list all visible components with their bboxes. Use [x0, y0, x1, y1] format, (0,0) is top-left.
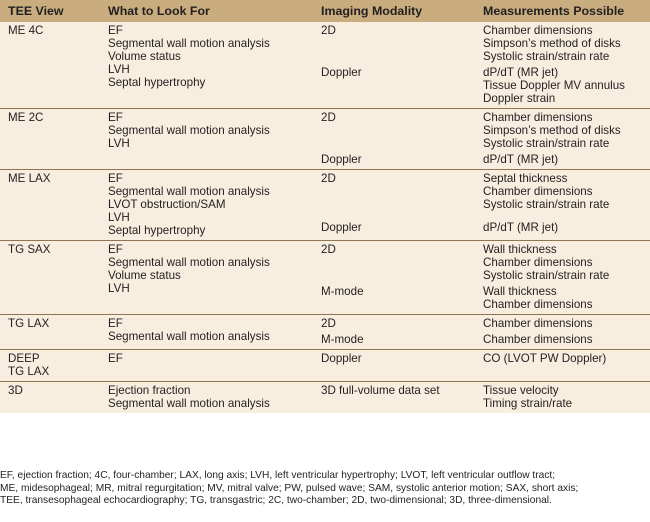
modality-label: 2D — [321, 111, 336, 124]
footnote-line: EF, ejection fraction; 4C, four-chamber; LAX, long axis; LVH, left ventricular hypertrophy; LVOT, left ventricular outflow tract; — [0, 470, 556, 481]
table-row — [0, 241, 650, 286]
look-for-item: Septal hypertrophy — [108, 224, 206, 237]
measurement-item: dP/dT (MR jet) — [483, 153, 559, 166]
modality-label: 2D — [321, 317, 336, 330]
measurement-item: Chamber dimensions — [483, 111, 593, 124]
measurements-cell — [475, 315, 650, 334]
modality-cell — [313, 221, 475, 240]
table-row — [0, 109, 650, 154]
measurements-cell — [475, 382, 650, 414]
tee-view-label: ME LAX — [8, 172, 51, 185]
measurement-item: Tissue velocity — [483, 384, 559, 397]
tee-view-label: TG LAX — [8, 317, 50, 330]
modality-label: Doppler — [321, 352, 362, 365]
header-what-to-look-for: What to Look For — [108, 3, 210, 18]
modality-cell — [313, 241, 475, 286]
modality-cell — [313, 285, 475, 315]
look-for-item: LVOT obstruction/SAM — [108, 198, 226, 211]
table-row — [0, 350, 650, 382]
look-for-item: Segmental wall motion analysis — [108, 37, 270, 50]
look-for-item: EF — [108, 24, 123, 37]
look-for-item: LVH — [108, 211, 130, 224]
modality-label: 3D full-volume data set — [321, 384, 440, 397]
measurement-item: dP/dT (MR jet) — [483, 221, 559, 235]
header-row — [0, 0, 650, 22]
modality-label: M-mode — [321, 333, 364, 346]
measurement-item: Chamber dimensions — [483, 185, 593, 198]
modality-cell — [313, 22, 475, 66]
look-for-item: LVH — [108, 282, 130, 295]
look-for-item: Septal hypertrophy — [108, 76, 206, 89]
measurements-cell — [475, 109, 650, 154]
look-for-cell — [100, 170, 313, 241]
measurement-item: Simpson’s method of disks — [483, 37, 621, 50]
modality-label: Doppler — [321, 221, 362, 235]
tee-view-cell — [0, 22, 100, 109]
footnote — [0, 470, 648, 508]
look-for-item: LVH — [108, 63, 130, 76]
look-for-cell — [100, 109, 313, 170]
measurement-item: CO (LVOT PW Doppler) — [483, 352, 607, 365]
tee-view-cell — [0, 241, 100, 315]
table-row — [0, 382, 650, 414]
tee-view-label: ME 2C — [8, 111, 44, 124]
measurements-cell — [475, 170, 650, 222]
modality-cell — [313, 333, 475, 350]
modality-label: 2D — [321, 243, 336, 256]
tee-view-label: ME 4C — [8, 24, 44, 37]
modality-cell — [313, 66, 475, 109]
look-for-cell — [100, 241, 313, 315]
look-for-item: EF — [108, 317, 123, 330]
tee-view-label: DEEP — [8, 352, 40, 365]
look-for-item: EF — [108, 111, 123, 124]
tee-view-cell — [0, 109, 100, 170]
measurement-item: Simpson’s method of disks — [483, 124, 621, 137]
measurement-item: dP/dT (MR jet) — [483, 66, 559, 79]
look-for-cell — [100, 350, 313, 382]
measurements-cell — [475, 221, 650, 240]
look-for-item: EF — [108, 352, 123, 365]
modality-label: 2D — [321, 172, 336, 185]
look-for-item: EF — [108, 172, 123, 185]
table-header — [0, 0, 650, 22]
look-for-item: LVH — [108, 137, 130, 150]
tee-view-cell — [0, 170, 100, 241]
look-for-item: EF — [108, 243, 123, 256]
modality-cell — [313, 170, 475, 222]
look-for-item: Segmental wall motion analysis — [108, 185, 270, 198]
measurement-item: Wall thickness — [483, 243, 557, 256]
modality-cell — [313, 315, 475, 334]
measurement-item: Chamber dimensions — [483, 333, 593, 346]
header-measurements-possible: Measurements Possible — [483, 3, 625, 18]
measurements-cell — [475, 333, 650, 350]
modality-label: M-mode — [321, 285, 364, 298]
footnote-line: ME, midesophageal; MR, mitral regurgitation; MV, mitral valve; PW, pulsed wave; SAM, systolic anterior motion; SAX, short axis; — [0, 482, 579, 494]
look-for-item: Segmental wall motion analysis — [108, 330, 270, 343]
look-for-item: Segmental wall motion analysis — [108, 124, 270, 137]
measurements-cell — [475, 153, 650, 170]
table-row — [0, 315, 650, 334]
modality-cell — [313, 382, 475, 414]
tee-view-cell — [0, 315, 100, 350]
look-for-item: Volume status — [108, 269, 181, 282]
tee-view-label: TG SAX — [8, 243, 51, 256]
measurement-item: Chamber dimensions — [483, 317, 593, 330]
look-for-item: Volume status — [108, 50, 181, 63]
measurement-item: Chamber dimensions — [483, 24, 593, 37]
tee-view-cell — [0, 350, 100, 382]
measurements-cell — [475, 22, 650, 66]
measurement-item: Systolic strain/strain rate — [483, 198, 610, 211]
tee-view-cell — [0, 382, 100, 414]
table-row — [0, 22, 650, 66]
measurements-cell — [475, 241, 650, 286]
tee-view-label: TG LAX — [8, 365, 50, 378]
modality-cell — [313, 109, 475, 154]
measurement-item: Wall thickness — [483, 285, 557, 298]
measurement-item: Tissue Doppler MV annulus — [483, 79, 625, 92]
header-imaging-modality: Imaging Modality — [321, 3, 423, 18]
look-for-item: Ejection fraction — [108, 384, 191, 397]
modality-label: Doppler — [321, 66, 362, 79]
modality-label: 2D — [321, 24, 336, 37]
measurement-item: Chamber dimensions — [483, 256, 593, 269]
measurement-item: Septal thickness — [483, 172, 568, 185]
modality-cell — [313, 153, 475, 170]
look-for-cell — [100, 22, 313, 109]
measurement-item: Doppler strain — [483, 92, 556, 105]
look-for-item: Segmental wall motion analysis — [108, 397, 270, 410]
measurements-cell — [475, 350, 650, 382]
measurements-cell — [475, 285, 650, 315]
look-for-cell — [100, 315, 313, 350]
measurement-item: Systolic strain/strain rate — [483, 137, 610, 150]
measurement-item: Chamber dimensions — [483, 298, 593, 311]
measurement-item: Systolic strain/strain rate — [483, 50, 610, 63]
measurement-item: Systolic strain/strain rate — [483, 269, 610, 282]
tee-view-label: 3D — [8, 384, 23, 397]
modality-cell — [313, 350, 475, 382]
header-tee-view: TEE View — [8, 3, 64, 18]
look-for-cell — [100, 382, 313, 414]
measurement-item: Timing strain/rate — [483, 397, 573, 410]
measurements-cell — [475, 66, 650, 109]
look-for-item: Segmental wall motion analysis — [108, 256, 270, 269]
modality-label: Doppler — [321, 153, 362, 166]
footnote-line: TEE, transesophageal echocardiography; TG, transgastric; 2C, two-chamber; 2D, two-dimensional; 3D, three-dimensional. — [0, 495, 552, 507]
table-body — [0, 22, 650, 413]
table-row — [0, 170, 650, 222]
